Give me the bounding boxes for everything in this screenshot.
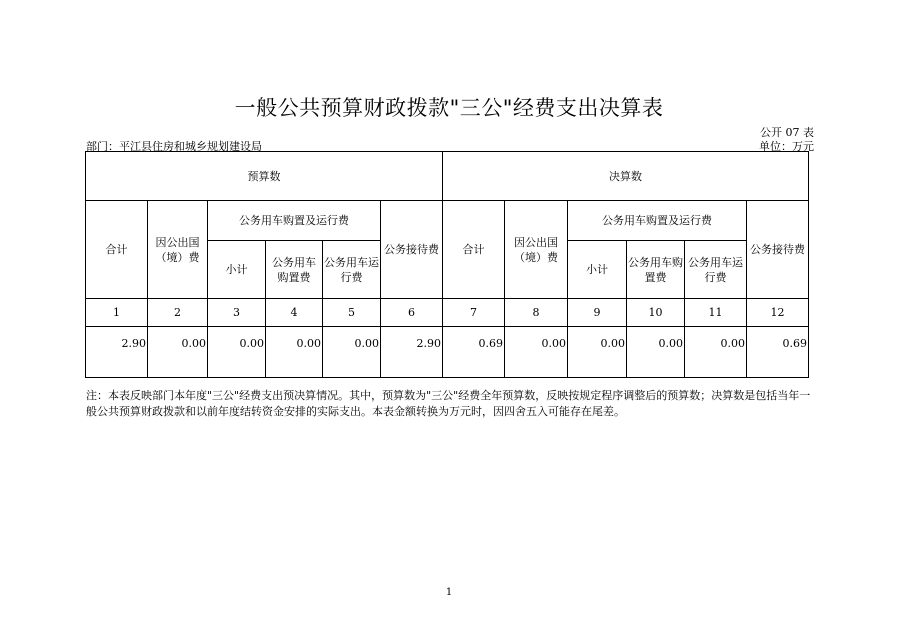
budget-abroad-value: 0.00 bbox=[148, 327, 208, 378]
budget-vehicle-purchase-value: 0.00 bbox=[266, 327, 323, 378]
budget-total-header: 合计 bbox=[86, 201, 148, 299]
department-label: 部门：平江县住房和城乡规划建设局 bbox=[86, 140, 262, 153]
budget-reception-header: 公务接待费 bbox=[381, 201, 443, 299]
column-number: 6 bbox=[381, 299, 443, 327]
final-reception-header: 公务接待费 bbox=[747, 201, 809, 299]
three-public-expenses-table bbox=[85, 151, 809, 378]
final-vehicle-purchase-header: 公务用车购置费 bbox=[627, 241, 685, 299]
column-number: 3 bbox=[208, 299, 266, 327]
page-number: 1 bbox=[445, 587, 453, 598]
final-total-value: 0.69 bbox=[443, 327, 505, 378]
final-vehicle-operation-header: 公务用车运行费 bbox=[685, 241, 747, 299]
column-number: 12 bbox=[747, 299, 809, 327]
final-vehicle-group-header: 公务用车购置及运行费 bbox=[568, 201, 747, 241]
final-vehicle-operation-value: 0.00 bbox=[685, 327, 747, 378]
column-number: 10 bbox=[627, 299, 685, 327]
unit-label: 单位：万元 bbox=[759, 140, 814, 153]
budget-reception-value: 2.90 bbox=[381, 327, 443, 378]
column-number: 9 bbox=[568, 299, 627, 327]
budget-vehicle-purchase-header: 公务用车购置费 bbox=[266, 241, 323, 299]
final-total-header: 合计 bbox=[443, 201, 505, 299]
budget-abroad-header: 因公出国（境）费 bbox=[148, 201, 208, 299]
column-number: 1 bbox=[86, 299, 148, 327]
final-subtotal-header: 小计 bbox=[568, 241, 627, 299]
column-number-row bbox=[86, 299, 809, 327]
column-number: 5 bbox=[323, 299, 381, 327]
final-vehicle-purchase-value: 0.00 bbox=[627, 327, 685, 378]
final-abroad-value: 0.00 bbox=[505, 327, 568, 378]
column-number: 7 bbox=[443, 299, 505, 327]
form-code: 公开 07 表 bbox=[760, 126, 814, 139]
column-number: 11 bbox=[685, 299, 747, 327]
column-number: 2 bbox=[148, 299, 208, 327]
column-number: 8 bbox=[505, 299, 568, 327]
budget-subtotal-header: 小计 bbox=[208, 241, 266, 299]
budget-vehicle-group-header: 公务用车购置及运行费 bbox=[208, 201, 381, 241]
page-title: 一般公共预算财政拨款"三公"经费支出决算表 bbox=[234, 96, 664, 120]
final-abroad-header: 因公出国（境）费 bbox=[505, 201, 568, 299]
value-row bbox=[86, 327, 809, 378]
budget-vehicle-operation-value: 0.00 bbox=[323, 327, 381, 378]
budget-subtotal-value: 0.00 bbox=[208, 327, 266, 378]
final-subtotal-value: 0.00 bbox=[568, 327, 627, 378]
final-header: 决算数 bbox=[443, 152, 809, 201]
budget-vehicle-operation-header: 公务用车运行费 bbox=[323, 241, 381, 299]
budget-total-value: 2.90 bbox=[86, 327, 148, 378]
footnote: 注：本表反映部门本年度"三公"经费支出预决算情况。其中，预算数为"三公"经费全年预算数，反映按规定程序调整后的预算数；决算数是包括当年一般公共预算财政拨款和以前年度结转资金安排的实际支出。本表金额转换为万元时，因四舍五入可能存在尾差。 bbox=[86, 389, 811, 418]
column-number: 4 bbox=[266, 299, 323, 327]
final-reception-value: 0.69 bbox=[747, 327, 809, 378]
budget-header: 预算数 bbox=[86, 152, 443, 201]
